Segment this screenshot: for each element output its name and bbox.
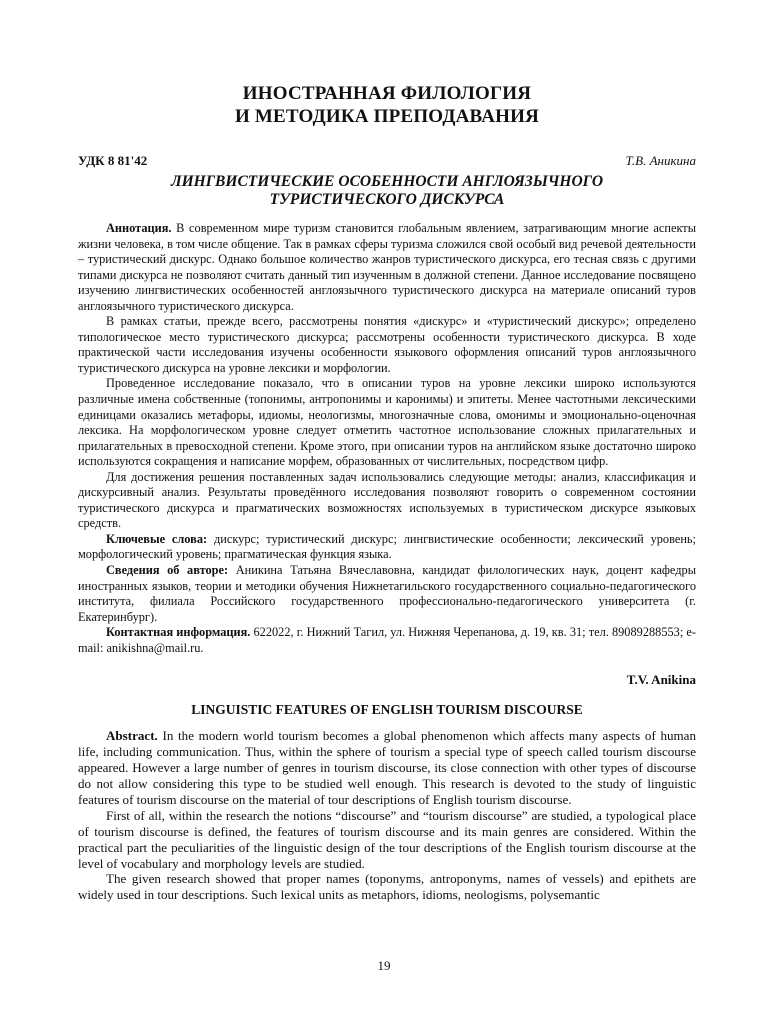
abstract-en-label: Abstract. (106, 728, 158, 744)
paragraph-ru-2: В рамках статьи, прежде всего, рассмотрены понятия «дискурс» и «туристический дискурс»; определено типологическое место туристического дискурса; рассмотрены особенности туристического дискурса. В ходе практической части исследования изучены особенности языкового оформления описаний туров англоязычного туристического дискурса на уровне лексики и морфологии. (78, 314, 696, 375)
contact-info-ru-label: Контактная информация. (106, 625, 251, 640)
abstract-en (78, 728, 696, 808)
contact-info-ru (78, 625, 696, 656)
page-number: 19 (377, 958, 391, 973)
author-info-ru (78, 563, 696, 625)
contact-info-ru-text: 622022, г. Нижний Тагил, ул. Нижняя Черепанова, д. 19, кв. 31; тел. 89089288553; e-mail: anikishna@mail.ru. (78, 625, 696, 655)
udk-code: УДК 8 81'42 (78, 153, 148, 168)
article-title-ru-line-1: ЛИНГВИСТИЧЕСКИЕ ОСОБЕННОСТИ АНГЛОЯЗЫЧНОГО (170, 173, 604, 190)
paragraph-en-2: First of all, within the research the notions “discourse” and “tourism discourse” are studied, a typological place of tourism discourse is defined, the features of tourism discourse and its main genres are considered. Within the practical part the peculiarities of the linguistic design of the tour descriptions of the English tourism discourse at the level of vocabulary and morphology levels are studied. (78, 807, 696, 871)
paragraph-en-3: The given research showed that proper names (toponyms, antroponyms, names of vessels) and epithets are widely used in tour descriptions. Such lexical units as metaphors, idioms, neologisms, polysemantic (78, 871, 696, 903)
section-title-line-1: ИНОСТРАННАЯ ФИЛОЛОГИЯ (242, 83, 532, 104)
keywords-ru-text: дискурс; туристический дискурс; лингвистические особенности; лексический уровень; морфологический уровень; прагматическая функция языка. (78, 531, 696, 562)
article-title-en: LINGUISTIC FEATURES OF ENGLISH TOURISM DISCOURSE (191, 702, 583, 718)
keywords-ru-label: Ключевые слова: (106, 531, 208, 546)
abstract-ru-text: В современном мире туризм становится глобальным явлением, затрагивающим многие аспекты жизни человека, в том числе общение. Так в рамках сферы туризма сложился свой особый вид речевой деятельности – туристический дискурс. Однако большое количество жанров туристического дискурса, его тесная связь с другими типами дискурса не позволяют считать данный тип изученным в должной степени. Данное исследование посвящено изучению лингвистических особенностей англоязычного туристического дискурса на материале описаний туров англоязычного туристического дискурса. (78, 221, 696, 313)
author-name-en: T.V. Anikina (626, 672, 696, 688)
keywords-ru (78, 532, 696, 563)
article-title-ru (78, 173, 696, 209)
author-info-ru-text: Аникина Татьяна Вячеславовна, кандидат филологических наук, доцент кафедры иностранных языков, теории и методики обучения Нижнетагильского государственного социально-педагогического института, филиала Российского государственного профессионально-педагогического университета (г. Екатеринбург). (78, 563, 696, 624)
meta-row (78, 152, 696, 169)
article-title-ru-line-2: ТУРИСТИЧЕСКОГО ДИСКУРСА (269, 191, 505, 208)
paragraph-ru-4: Для достижения решения поставленных задач использовались следующие методы: анализ, классификация и дискурсивный анализ. Результаты проведённого исследования позволяют говорить о современном состоянии туристического дискурса и прагматических возможностях используемых в туристическом дискурсе языковых средств. (78, 469, 696, 531)
abstract-en-text: In the modern world tourism becomes a global phenomenon which affects many aspects of human life, including communication. Thus, within the sphere of tourism a special type of speech called tourism discourse appeared. However a large number of genres in tourism discourse, its close connection with other types of discourse do not allow considering this type to be studied well enough. This research is devoted to the study of linguistic features of tourism discourse on the material of tour descriptions of English tourism discourse. (78, 728, 696, 807)
paragraph-ru-3: Проведенное исследование показало, что в описании туров на уровне лексики широко используются различные имена собственные (топонимы, антропонимы и каронимы) и эпитеты. Менее частотными лексическими единицами оказались метафоры, идиомы, неологизмы, многозначные слова, омонимы и эмоционально-оценочная лексика. На морфологическом уровне следует отметить частотное использование сложных прилагательных и прилагательных в превосходной степени. Кроме этого, при описании туров на английском языке достаточно широко используются сокращения и написание морфем, образованных от числительных, посредством цифр. (78, 376, 696, 469)
page-content (78, 82, 696, 903)
russian-section (78, 221, 696, 656)
author-info-ru-label: Сведения об авторе: (106, 563, 229, 578)
section-title (78, 82, 696, 128)
english-section (78, 728, 696, 903)
abstract-ru-label: Аннотация. (106, 221, 172, 235)
abstract-ru (78, 221, 696, 314)
section-title-line-2: И МЕТОДИКА ПРЕПОДАВАНИЯ (234, 106, 540, 127)
author-name-ru: Т.В. Аникина (625, 153, 696, 168)
